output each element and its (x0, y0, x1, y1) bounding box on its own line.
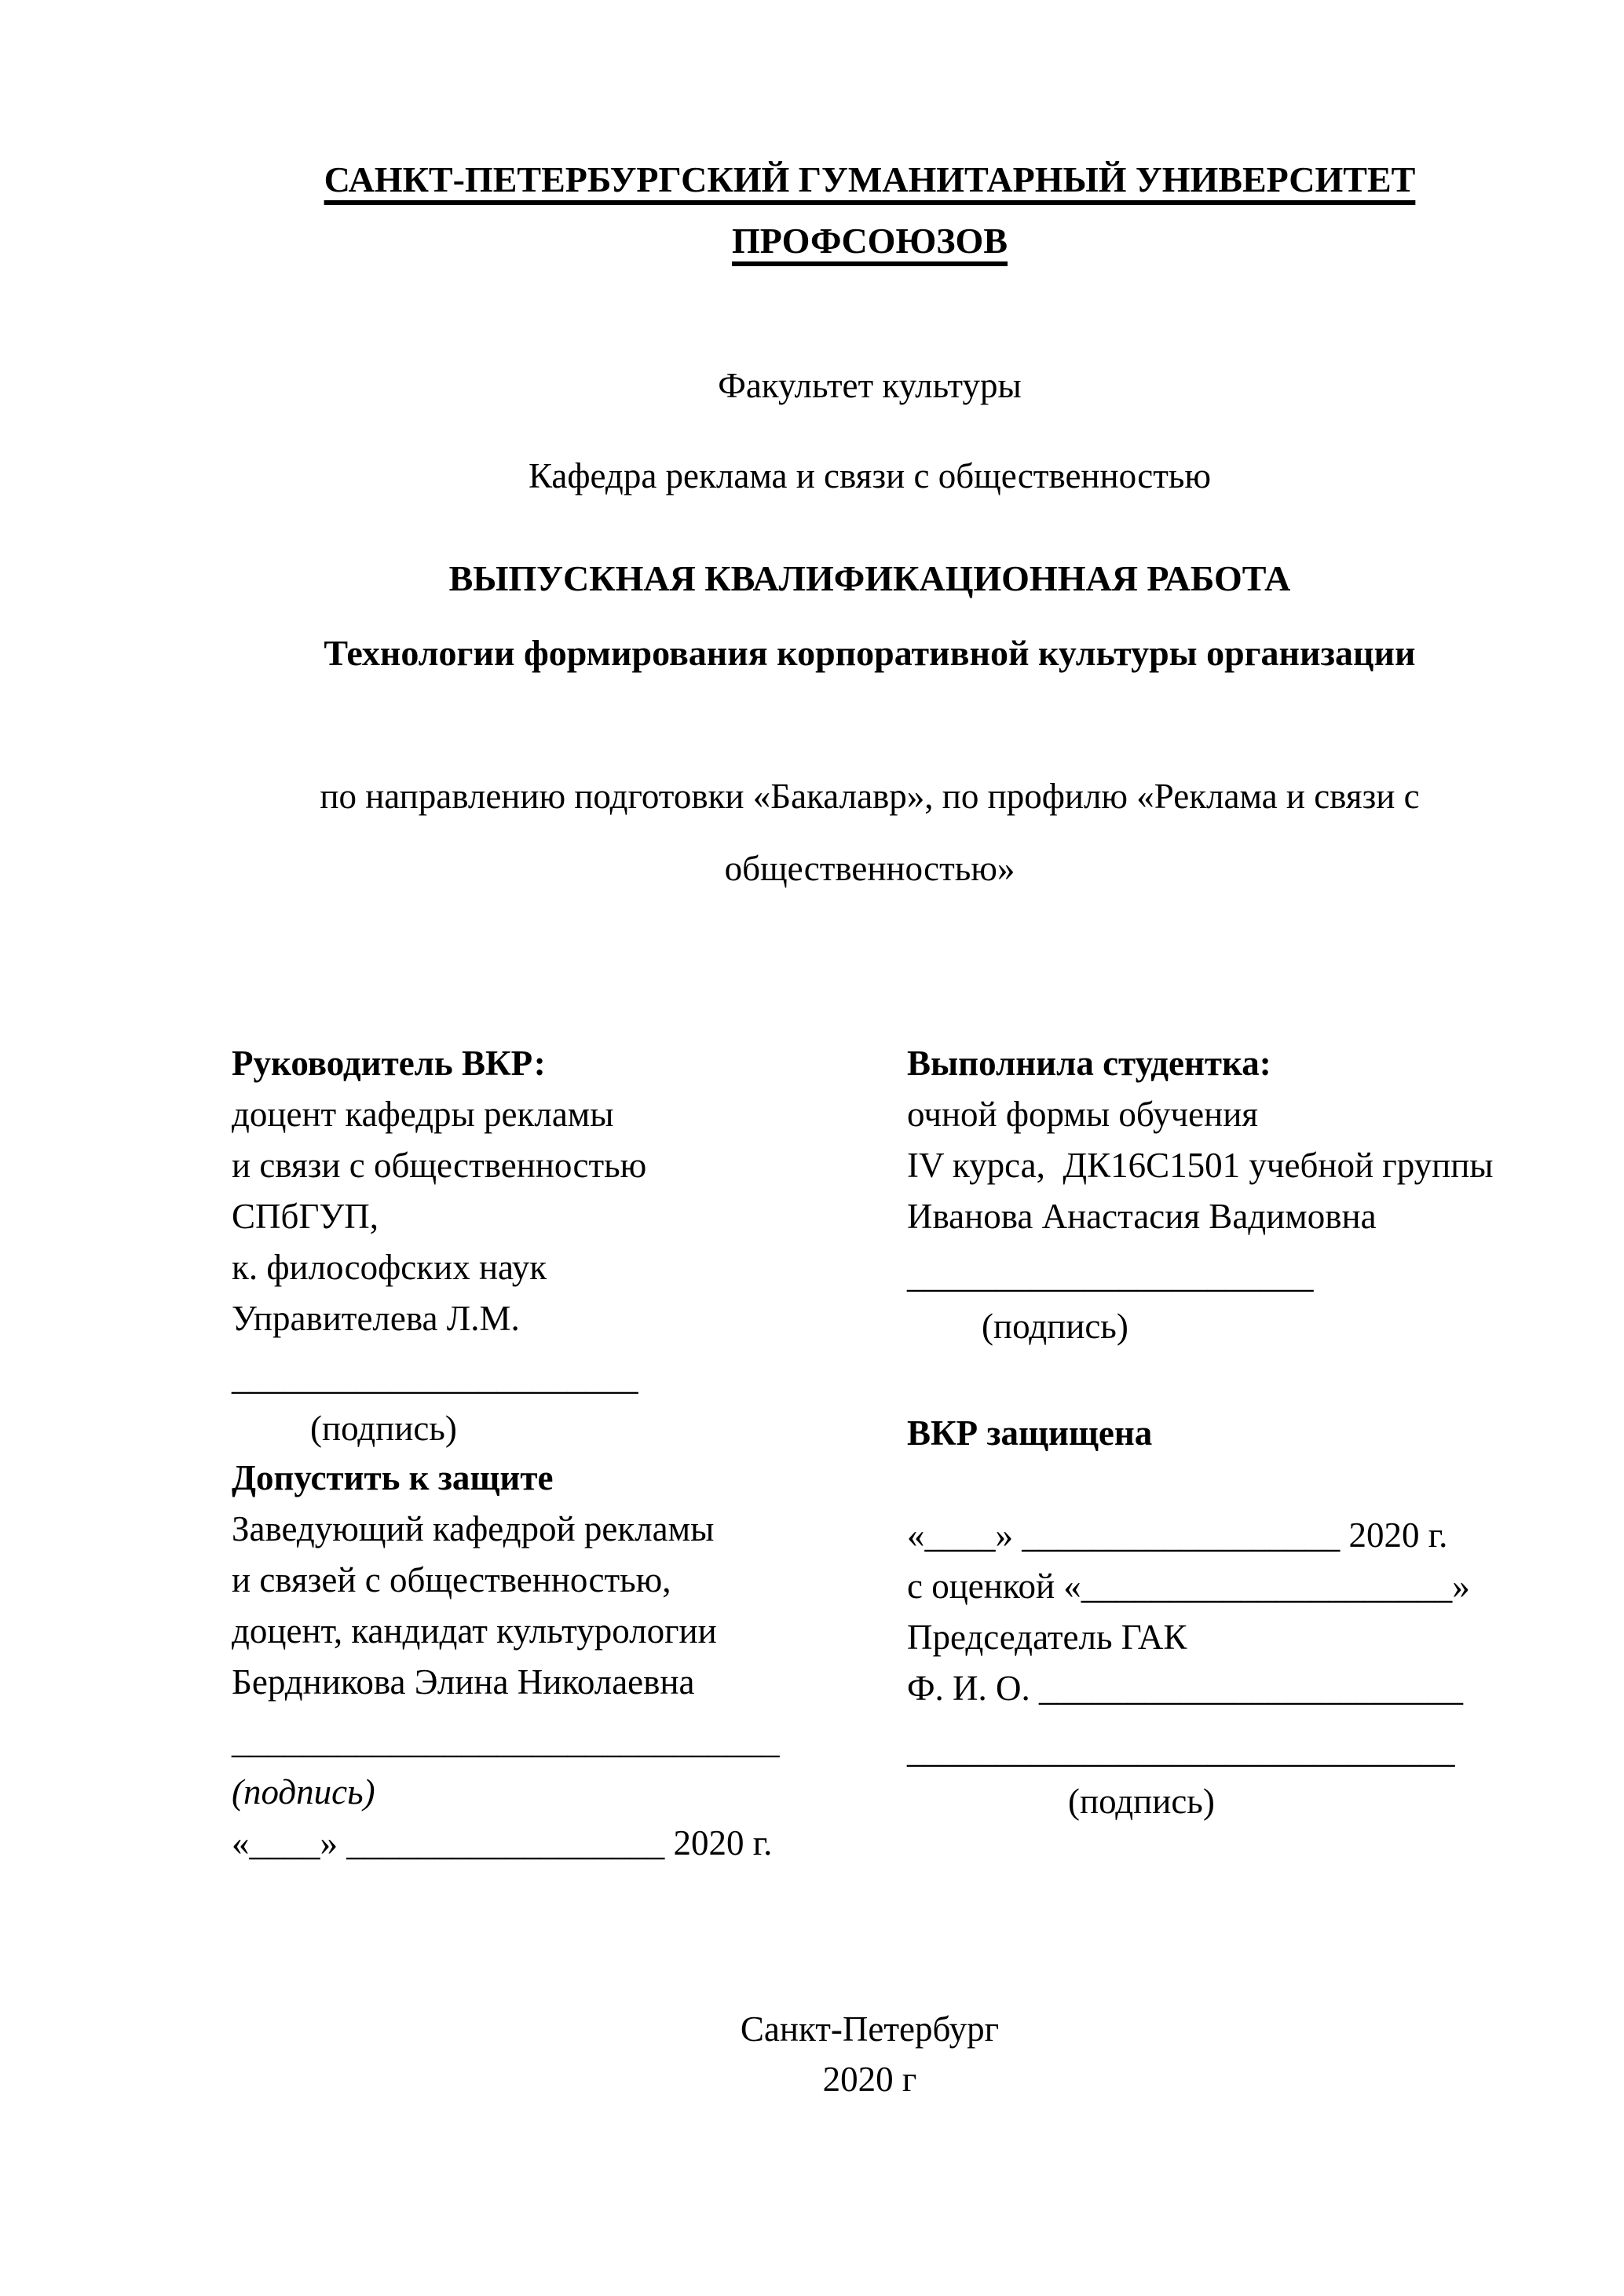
defense-signature-line: _______________________________ (907, 1731, 1455, 1770)
footer-city: Санкт-Петербург (740, 2009, 1000, 2049)
defense-signature-caption: (подпись) (1068, 1782, 1215, 1821)
student-signature-caption: (подпись) (982, 1307, 1128, 1346)
university-name-line1: САНКТ-ПЕТЕРБУРГСКИЙ ГУМАНИТАРНЫЙ УНИВЕРСИТЕТ (324, 159, 1416, 199)
admission-signature-caption: (подпись) (232, 1772, 375, 1812)
footer (232, 2004, 1508, 2104)
supervisor-line: доцент кафедры рекламы (232, 1095, 614, 1134)
department-name: Кафедра реклама и связи с общественностью (529, 456, 1211, 495)
admission-header: Допустить к защите (232, 1458, 554, 1497)
defense-block (907, 1408, 1504, 1827)
university-name-line2: ПРОФСОЮЗОВ (732, 221, 1008, 261)
admission-signature-line: _______________________________ (232, 1721, 780, 1760)
supervisor-line: и связи с общественностью СПбГУП, (232, 1146, 656, 1236)
supervisor-block (232, 1038, 781, 1454)
study-direction-line2: общественностью» (724, 849, 1015, 888)
student-block (907, 1038, 1504, 1352)
study-direction-line1: по направлению подготовки «Бакалавр», по профилю «Реклама и связи с (320, 777, 1420, 816)
admission-line: Бердникова Элина Николаевна (232, 1662, 695, 1702)
defense-date-line: «____» __________________ 2020 г. (907, 1515, 1448, 1555)
blank-row (907, 1459, 1504, 1510)
supervisor-line: к. философских наук (232, 1248, 547, 1287)
student-line: очной формы обучения (907, 1095, 1258, 1134)
defense-chairman-name-line: Ф. И. О. ________________________ (907, 1669, 1464, 1708)
admission-block (232, 1453, 781, 1869)
supervisor-header: Руководитель ВКР: (232, 1044, 546, 1083)
study-direction (232, 760, 1508, 905)
admission-line: и связей с общественностью, (232, 1560, 671, 1600)
student-header: Выполнила студентка: (907, 1044, 1271, 1083)
university-name (232, 149, 1508, 272)
supervisor-signature-caption: (подпись) (310, 1409, 457, 1448)
admission-date-line: «____» __________________ 2020 г. (232, 1823, 773, 1863)
supervisor-signature-line: _______________________ (232, 1358, 638, 1397)
student-signature-line: _______________________ (907, 1256, 1314, 1295)
student-line: IV курса, ДК16С1501 учебной группы (907, 1146, 1494, 1185)
admission-line: Заведующий кафедрой рекламы (232, 1509, 715, 1548)
supervisor-line: Управителева Л.М. (232, 1299, 520, 1338)
footer-year: 2020 г (822, 2060, 917, 2099)
defense-header: ВКР защищена (907, 1413, 1153, 1453)
faculty-name: Факультет культуры (718, 366, 1022, 405)
work-type-heading: ВЫПУСКНАЯ КВАЛИФИКАЦИОННАЯ РАБОТА (448, 558, 1291, 598)
work-title: Технологии формирования корпоративной культуры организации (324, 633, 1416, 673)
admission-line: доцент, кандидат культурологии (232, 1611, 717, 1651)
defense-chairman: Председатель ГАК (907, 1618, 1187, 1657)
defense-grade-line: с оценкой «_____________________» (907, 1567, 1470, 1606)
student-line: Иванова Анастасия Вадимовна (907, 1197, 1377, 1236)
